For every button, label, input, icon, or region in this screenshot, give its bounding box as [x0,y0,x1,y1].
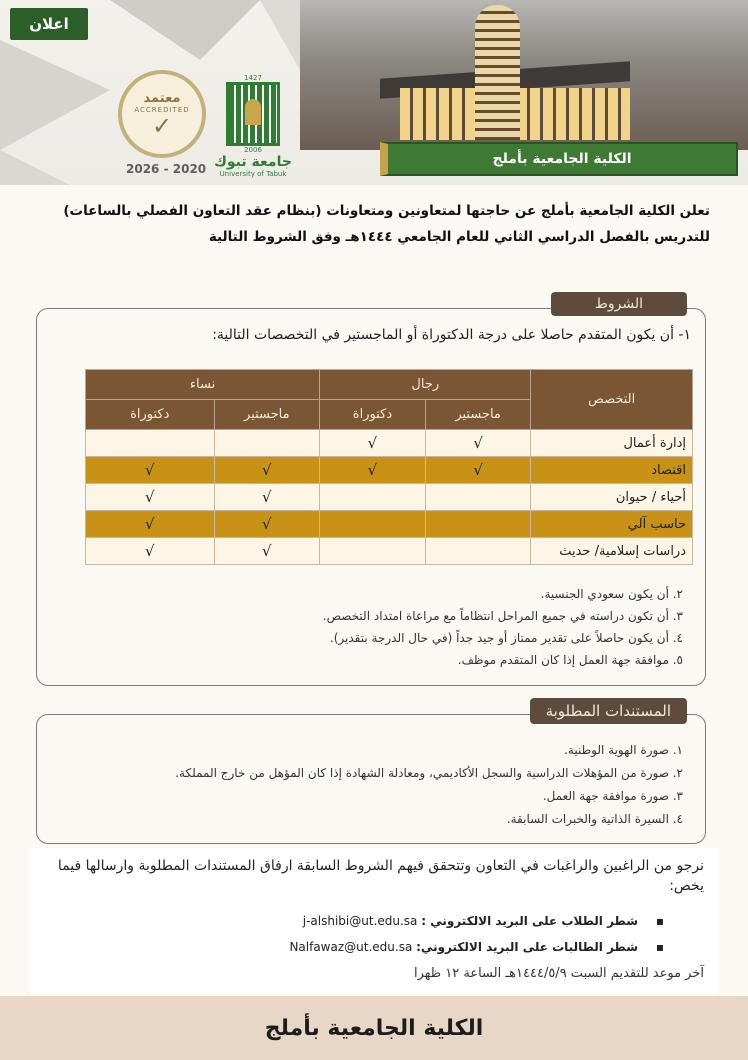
university-logo [214,74,292,178]
row-specialty: إدارة أعمال [531,430,693,457]
email-list [30,908,664,960]
cell-women-phd [86,430,215,457]
college-banner: الكلية الجامعية بأملج [380,142,738,176]
cell-women-masters: √ [214,538,320,565]
logo-english: University of Tabuk [219,170,287,178]
list-item: ٤. السيرة الذاتية والخبرات السابقة. [506,812,683,826]
footer-title: الكلية الجامعية بأملج [0,996,748,1060]
list-item: ٣. صورة موافقة جهة العمل. [542,789,683,803]
list-item [30,934,664,960]
conditions-section [36,296,706,686]
row-specialty: دراسات إسلامية/ حديث [531,538,693,565]
header-men-phd: دكتوراة [320,400,426,430]
check-icon: ✓ [151,111,173,140]
cell-women-phd: √ [86,457,215,484]
documents-section [36,702,706,844]
header-specialty: التخصص [531,370,693,430]
cell-women-phd: √ [86,511,215,538]
intro-line-2: للتدريس بالفصل الدراسي الثاني للعام الجامعي ١٤٤٤هـ وفق الشروط التالية [208,229,710,245]
cell-men-phd: √ [320,457,426,484]
cell-women-masters: √ [214,484,320,511]
cell-women-masters: √ [214,511,320,538]
seal-arabic: معتمد [143,90,181,106]
header-banner [0,0,748,185]
list-item: ٥. موافقة جهة العمل إذا كان المتقدم موظف. [457,653,683,667]
row-specialty: أحياء / حيوان [531,484,693,511]
documents-title: المستندات المطلوبة [530,698,687,724]
list-item: ٤. أن يكون حاصلاً على تقدير ممتاز أو جيد جداً (في حال الدرجة بتقدير). [329,631,683,645]
header-men: رجال [320,370,531,400]
men-email-label: شطر الطلاب على البريد الالكتروني : [421,914,639,928]
list-item [30,908,664,934]
intro-text [30,198,710,250]
university-emblem-icon [226,82,280,146]
intro-line-1: تعلن الكلية الجامعية بأملج عن حاجتها لمتعاونين ومتعاونات (بنظام عقد التعاون الفصلي بالساعات) [63,203,710,219]
header-men-masters: ماجستير [425,400,531,430]
conditions-title: الشروط [551,292,687,316]
list-item: ١. صورة الهوية الوطنية. [564,743,683,757]
cell-men-phd: √ [320,430,426,457]
logo-year-top: 1427 [244,74,262,82]
table-row [86,457,693,484]
cell-men-masters: √ [425,430,531,457]
cell-women-masters [214,430,320,457]
accreditation-seal [118,70,206,158]
cell-men-phd [320,538,426,565]
cell-men-phd [320,484,426,511]
row-specialty: حاسب آلي [531,511,693,538]
header-women-masters: ماجستير [214,400,320,430]
row-specialty: اقتصاد [531,457,693,484]
cell-men-masters [425,484,531,511]
announcement-badge: اعلان [10,8,88,40]
logo-arabic: جامعة تبوك [214,154,292,170]
specialties-table [85,369,693,565]
cell-men-masters [425,538,531,565]
cell-women-masters: √ [214,457,320,484]
accreditation-years: 2020 - 2026 [126,162,207,176]
women-email-label: شطر الطالبات على البريد الالكتروني: [416,940,639,954]
table-row [86,430,693,457]
building-photo [300,0,748,150]
condition-1: ١- أن يكون المتقدم حاصلا على درجة الدكتوراة أو الماجستير في التخصصات التالية: [212,327,691,343]
seal-english: ACCREDITED [134,105,190,114]
header-women: نساء [86,370,320,400]
contact-box [30,848,718,994]
logo-year-bottom: 2006 [244,146,262,154]
conditions-list [63,583,683,671]
table-row [86,538,693,565]
list-item: ٢. صورة من المؤهلات الدراسية والسجل الأكاديمي، ومعادلة الشهادة إذا كان المؤهل من خارج المملكة. [175,766,683,780]
cell-men-masters: √ [425,457,531,484]
cell-men-masters [425,511,531,538]
list-item: ٢. أن يكون سعودي الجنسية. [540,587,683,601]
cell-men-phd [320,511,426,538]
list-item: ٣. أن تكون دراسته في جميع المراحل انتظاماً مع مراعاة امتداد التخصص. [322,609,683,623]
bullet-icon: ▪ [655,940,664,954]
table-row [86,511,693,538]
header-women-phd: دكتوراة [86,400,215,430]
documents-list [53,739,683,831]
bullet-icon: ▪ [655,914,664,928]
men-email-link[interactable]: j-alshibi@ut.edu.sa [302,914,418,928]
women-email-link[interactable]: Nalfawaz@ut.edu.sa [289,940,413,954]
table-row [86,484,693,511]
deadline-text: آخر موعد للتقديم السبت ١٤٤٤/٥/٩هـ الساعة ١٢ ظهرا [413,966,704,981]
contact-request: نرجو من الراغبين والراغبات في التعاون وتتحقق فيهم الشروط السابقة ارفاق المستندات المطلوبة وارسالها فيما يخص: [57,858,704,894]
cell-women-phd: √ [86,484,215,511]
cell-women-phd: √ [86,538,215,565]
